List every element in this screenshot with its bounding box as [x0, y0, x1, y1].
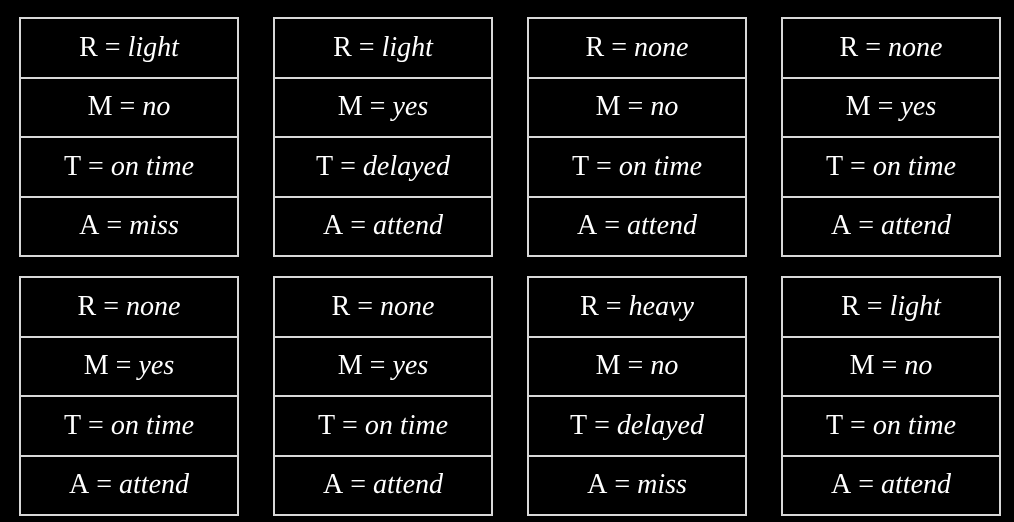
- attribute-row-a: [529, 457, 745, 515]
- attribute-row-m: [275, 338, 491, 398]
- attribute-value: light: [889, 290, 941, 322]
- attribute-key: M: [595, 350, 621, 382]
- attribute-row-m: [783, 79, 999, 139]
- attribute-key: T: [571, 150, 590, 182]
- example-card: [19, 17, 239, 257]
- attribute-row-r: [783, 19, 999, 79]
- attribute-value: on time: [110, 409, 195, 441]
- attribute-row-t: [783, 138, 999, 198]
- attribute-value: none: [888, 31, 943, 63]
- equals-sign: =: [594, 409, 610, 441]
- attribute-value: no: [650, 350, 679, 382]
- equals-sign: =: [604, 210, 621, 242]
- attribute-key: R: [79, 31, 98, 63]
- attribute-row-r: [21, 19, 237, 79]
- attribute-key: M: [595, 91, 621, 123]
- attribute-value: attend: [119, 469, 190, 501]
- attribute-row-m: [783, 338, 999, 398]
- attribute-key: A: [830, 469, 852, 501]
- attribute-key: A: [68, 469, 90, 501]
- equals-sign: =: [119, 91, 136, 123]
- example-card: [527, 276, 747, 516]
- equals-sign: =: [627, 91, 644, 123]
- attribute-key: A: [322, 469, 344, 501]
- attribute-key: R: [77, 290, 97, 322]
- attribute-row-t: [529, 397, 745, 457]
- attribute-value: none: [126, 290, 181, 322]
- attribute-row-r: [275, 19, 491, 79]
- attribute-key: T: [825, 150, 844, 182]
- attribute-value: miss: [637, 469, 687, 501]
- attribute-key: A: [830, 210, 852, 242]
- equals-sign: =: [596, 150, 612, 182]
- attribute-key: T: [316, 150, 334, 182]
- attribute-row-a: [275, 457, 491, 515]
- attribute-row-a: [529, 198, 745, 256]
- equals-sign: =: [850, 150, 866, 182]
- attribute-row-r: [529, 278, 745, 338]
- attribute-row-r: [529, 19, 745, 79]
- equals-sign: =: [369, 350, 386, 382]
- equals-sign: =: [358, 31, 375, 63]
- attribute-value: yes: [900, 91, 937, 123]
- attribute-row-t: [275, 397, 491, 457]
- attribute-key: A: [587, 469, 608, 501]
- attribute-key: T: [570, 409, 588, 441]
- equals-sign: =: [865, 31, 882, 63]
- attribute-value: none: [634, 31, 689, 63]
- example-card: [781, 17, 1001, 257]
- equals-sign: =: [369, 91, 386, 123]
- attribute-key: A: [576, 210, 598, 242]
- equals-sign: =: [850, 409, 866, 441]
- equals-sign: =: [866, 290, 883, 322]
- attribute-value: no: [650, 91, 679, 123]
- attribute-row-a: [275, 198, 491, 256]
- attribute-value: attend: [881, 210, 952, 242]
- equals-sign: =: [858, 469, 875, 501]
- attribute-value: yes: [392, 91, 429, 123]
- equals-sign: =: [103, 290, 120, 322]
- equals-sign: =: [104, 31, 121, 63]
- attribute-key: T: [63, 409, 82, 441]
- attribute-key: R: [580, 290, 599, 322]
- attribute-row-r: [783, 278, 999, 338]
- attribute-key: M: [337, 91, 363, 123]
- attribute-row-t: [529, 138, 745, 198]
- equals-sign: =: [881, 350, 898, 382]
- example-card: [273, 276, 493, 516]
- attribute-value: heavy: [628, 290, 694, 322]
- attribute-key: M: [849, 350, 875, 382]
- attribute-row-r: [275, 278, 491, 338]
- attribute-key: R: [839, 31, 859, 63]
- equals-sign: =: [877, 91, 894, 123]
- attribute-value: delayed: [362, 150, 450, 182]
- attribute-row-a: [783, 457, 999, 515]
- equals-sign: =: [614, 469, 631, 501]
- attribute-key: A: [79, 210, 100, 242]
- attribute-value: light: [381, 31, 433, 63]
- attribute-row-m: [529, 79, 745, 139]
- attribute-value: no: [142, 91, 171, 123]
- attribute-value: delayed: [616, 409, 704, 441]
- equals-sign: =: [340, 150, 356, 182]
- attribute-value: yes: [392, 350, 429, 382]
- equals-sign: =: [88, 409, 104, 441]
- attribute-key: T: [63, 150, 82, 182]
- attribute-key: R: [841, 290, 860, 322]
- equals-sign: =: [350, 469, 367, 501]
- example-card: [19, 276, 239, 516]
- attribute-key: R: [585, 31, 605, 63]
- attribute-value: no: [904, 350, 933, 382]
- equals-sign: =: [605, 290, 622, 322]
- attribute-row-m: [529, 338, 745, 398]
- attribute-row-r: [21, 278, 237, 338]
- attribute-value: attend: [881, 469, 952, 501]
- attribute-value: light: [127, 31, 179, 63]
- equals-sign: =: [106, 210, 123, 242]
- attribute-row-t: [783, 397, 999, 457]
- attribute-value: attend: [373, 469, 444, 501]
- attribute-row-m: [21, 338, 237, 398]
- attribute-row-a: [21, 198, 237, 256]
- attribute-row-a: [783, 198, 999, 256]
- attribute-row-m: [21, 79, 237, 139]
- attribute-value: attend: [627, 210, 698, 242]
- equals-sign: =: [357, 290, 374, 322]
- attribute-key: R: [331, 290, 351, 322]
- attribute-value: none: [380, 290, 435, 322]
- attribute-value: miss: [129, 210, 179, 242]
- attribute-key: T: [825, 409, 844, 441]
- attribute-key: M: [845, 91, 871, 123]
- attribute-row-t: [275, 138, 491, 198]
- attribute-value: attend: [373, 210, 444, 242]
- example-card: [781, 276, 1001, 516]
- attribute-key: M: [337, 350, 363, 382]
- attribute-row-m: [275, 79, 491, 139]
- attribute-key: T: [317, 409, 336, 441]
- attribute-value: on time: [364, 409, 449, 441]
- attribute-value: on time: [872, 409, 957, 441]
- attribute-value: on time: [618, 150, 703, 182]
- attribute-value: on time: [872, 150, 957, 182]
- attribute-row-t: [21, 397, 237, 457]
- attribute-key: M: [87, 91, 113, 123]
- example-card: [527, 17, 747, 257]
- attribute-key: A: [322, 210, 344, 242]
- attribute-key: M: [83, 350, 109, 382]
- equals-sign: =: [350, 210, 367, 242]
- equals-sign: =: [342, 409, 358, 441]
- equals-sign: =: [115, 350, 132, 382]
- example-card: [273, 17, 493, 257]
- attribute-row-a: [21, 457, 237, 515]
- attribute-key: R: [333, 31, 352, 63]
- attribute-value: on time: [110, 150, 195, 182]
- attribute-row-t: [21, 138, 237, 198]
- equals-sign: =: [88, 150, 104, 182]
- equals-sign: =: [96, 469, 113, 501]
- equals-sign: =: [611, 31, 628, 63]
- equals-sign: =: [858, 210, 875, 242]
- attribute-value: yes: [138, 350, 175, 382]
- equals-sign: =: [627, 350, 644, 382]
